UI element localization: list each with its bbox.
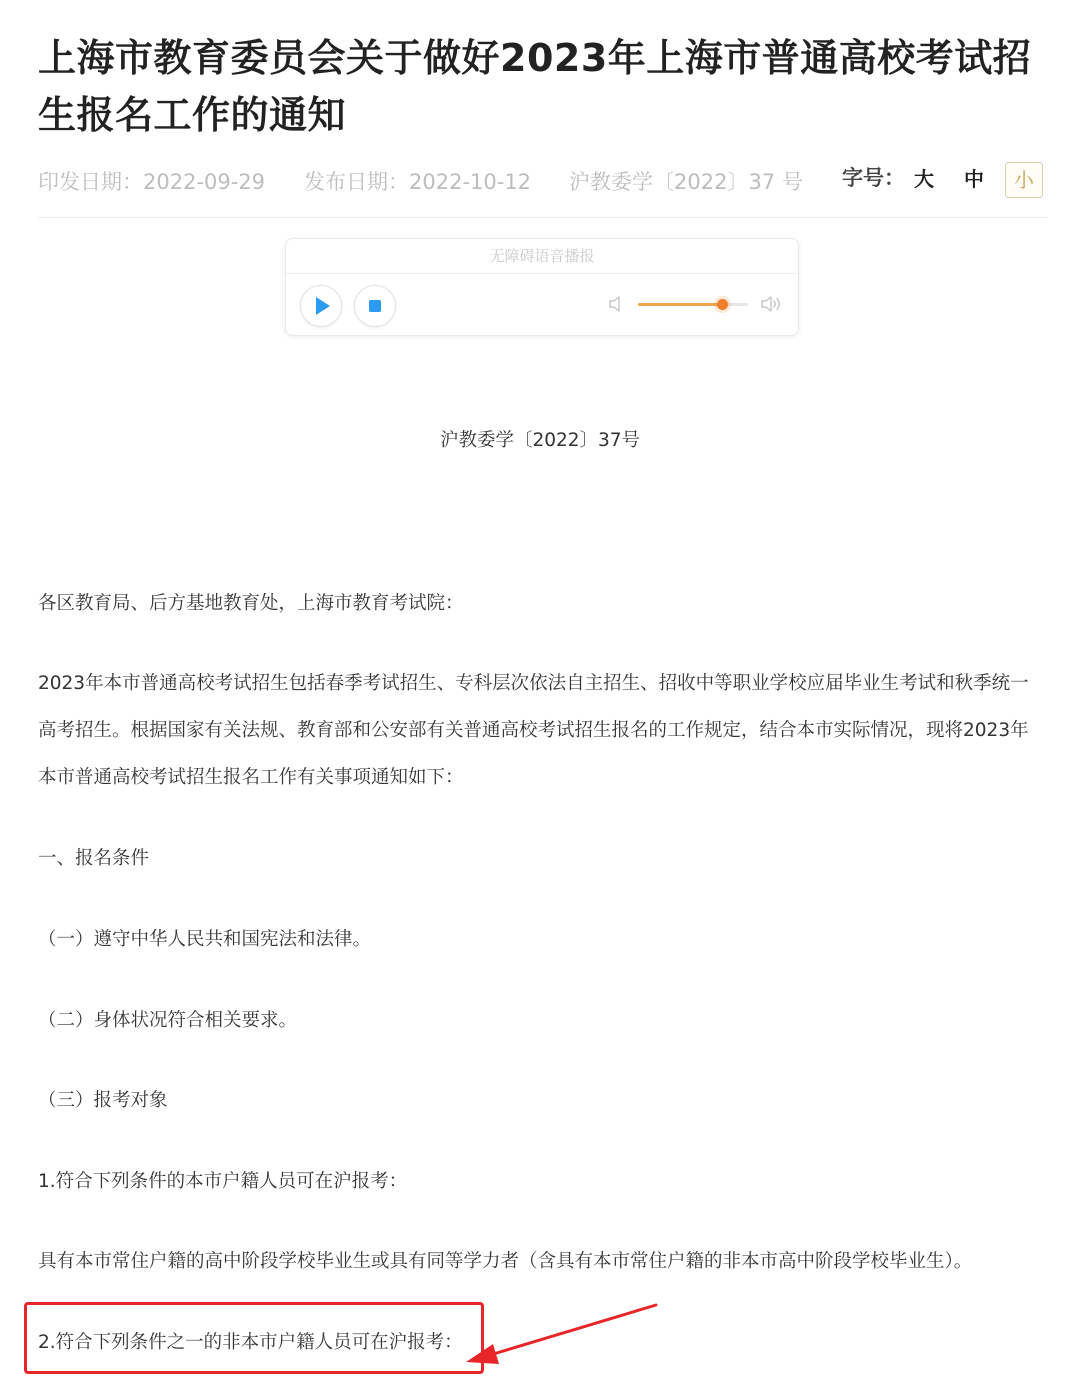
accessibility-audio-player [285,238,799,336]
volume-high-icon[interactable] [760,294,784,314]
font-size-large-button[interactable]: 大 [914,167,934,191]
volume-slider-handle[interactable] [717,299,728,310]
salutation: 各区教育局、后方基地教育处，上海市教育考试院： [38,593,464,614]
document-number-centered: 沪教委学〔2022〕37号 [439,430,641,451]
condition-item-1: （一）遵守中华人民共和国宪法和法律。 [38,929,372,950]
volume-slider[interactable] [638,303,748,306]
condition-item-2: （二）身体状况符合相关要求。 [38,1010,298,1031]
point-1-detail: 具有本市常住户籍的高中阶段学校毕业生或具有同等学力者（含具有本市常住户籍的非本市高中阶段学校毕业生）。 [38,1251,973,1272]
volume-slider-fill [638,303,722,306]
intro-line-3: 本市普通高校考试招生报名工作有关事项通知如下： [38,767,464,788]
play-icon [301,286,341,326]
font-size-small-button[interactable]: 小 [1005,162,1043,198]
intro-line-2: 高考招生。根据国家有关法规、教育部和公安部有关普通高校考试招生报名的工作规定，结合本市实际情况，现将2023年 [38,720,1029,741]
section-heading-1: 一、报名条件 [38,848,150,869]
font-size-medium-button[interactable]: 中 [964,167,984,191]
font-size-label: 字号： [842,166,905,190]
page-title: 上海市教育委员会关于做好2023年上海市普通高校考试招生报名工作的通知 [38,36,1032,137]
point-2: 2.符合下列条件之一的非本市户籍人员可在沪报考： [38,1332,463,1353]
play-button[interactable] [300,285,342,327]
article-meta [38,160,1048,200]
stop-icon [355,286,395,326]
issue-date: 印发日期：2022-09-29 [38,170,266,194]
volume-low-icon[interactable] [608,294,626,314]
meta-divider [38,217,1048,218]
player-title: 无障碍语音播报 [286,239,798,274]
point-1: 1.符合下列条件的本市户籍人员可在沪报考： [38,1171,408,1192]
highlight-box [24,1302,484,1374]
condition-item-3: （三）报考对象 [38,1090,168,1111]
publish-date: 发布日期：2022-10-12 [304,170,532,194]
document-number: 沪教委学〔2022〕37 号 [569,170,803,194]
stop-button[interactable] [354,285,396,327]
intro-line-1: 2023年本市普通高校考试招生包括春季考试招生、专科层次依法自主招生、招收中等职业学校应届毕业生考试和秋季统一 [38,673,1029,694]
